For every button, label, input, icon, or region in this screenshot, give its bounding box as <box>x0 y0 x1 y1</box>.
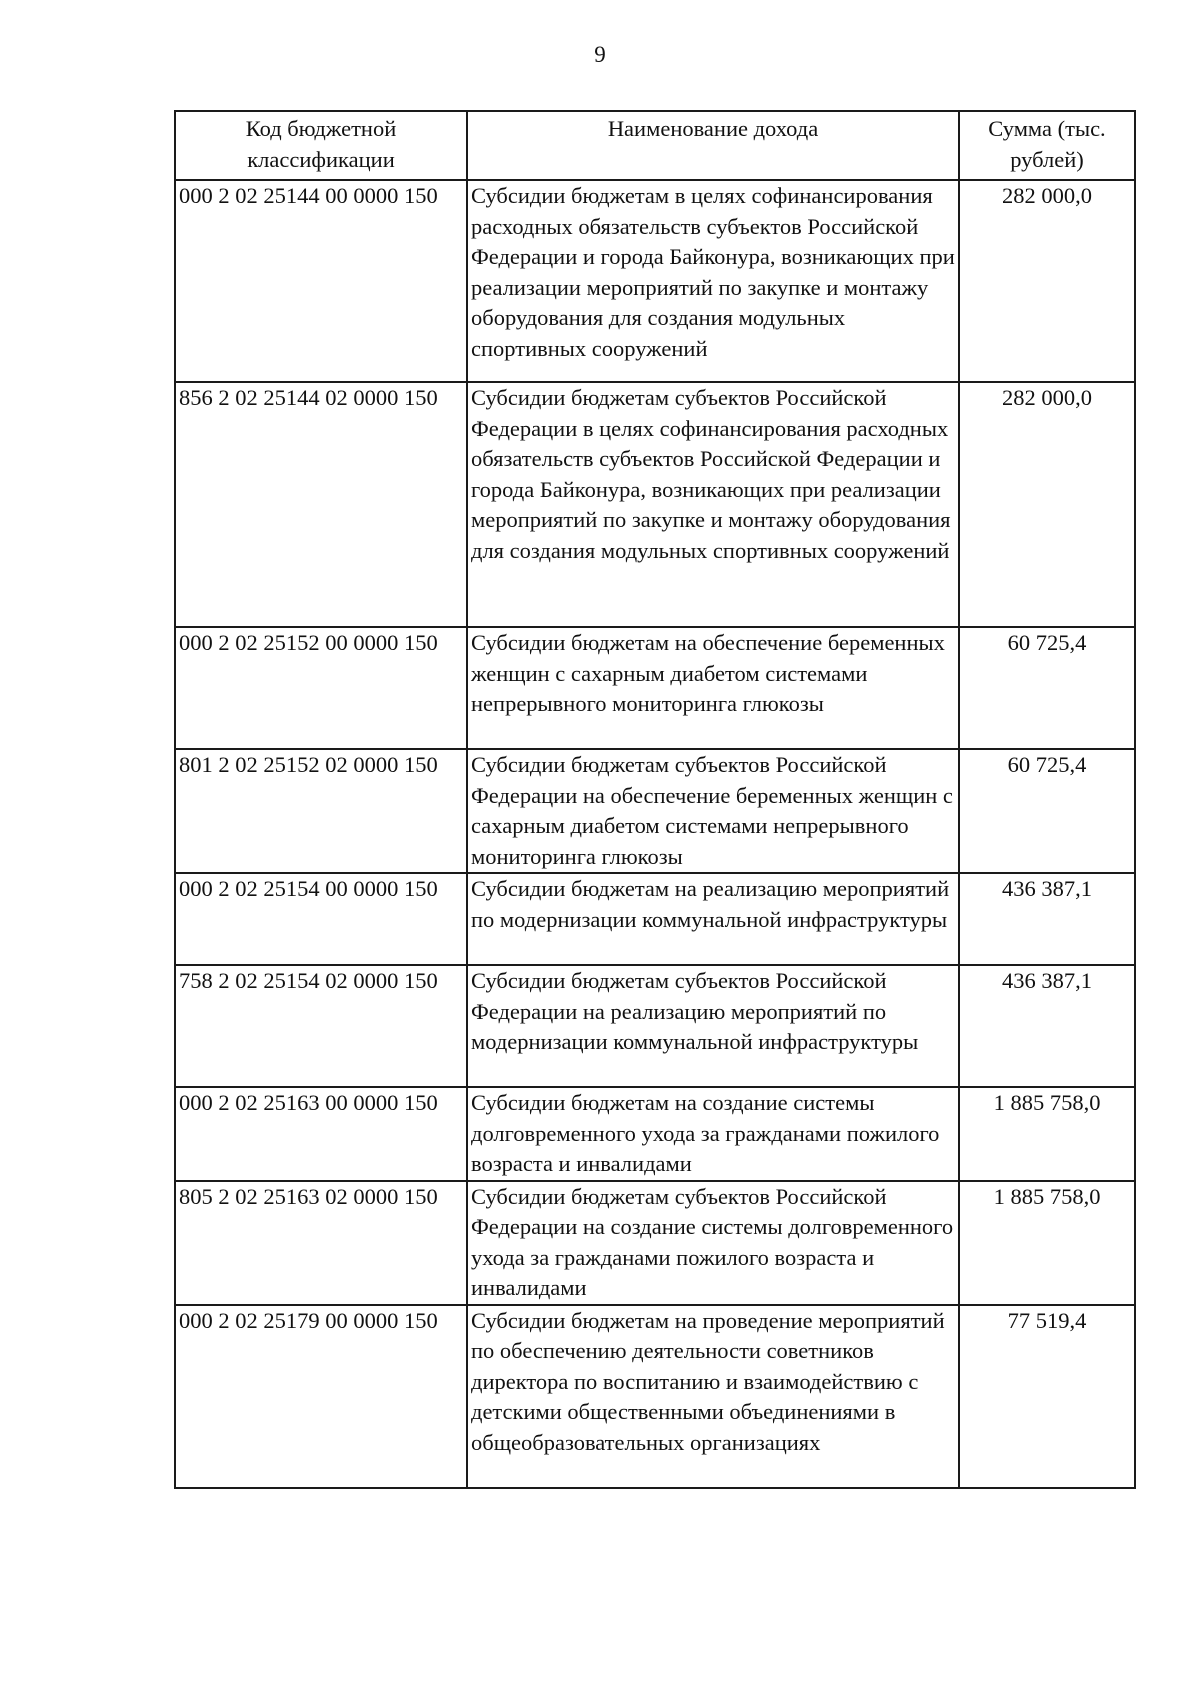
budget-code-cell: 000 2 02 25163 00 0000 150 <box>175 1087 467 1181</box>
income-name-cell: Субсидии бюджетам на реализацию мероприятий по модернизации коммунальной инфраструктуры <box>467 873 959 965</box>
income-name-cell: Субсидии бюджетам на проведение мероприятий по обеспечению деятельности советников директора по воспитанию и взаимодействию с детскими общественными объединениями в общеобразовательных организациях <box>467 1305 959 1488</box>
header-sum: Сумма (тыс. рублей) <box>959 111 1135 180</box>
amount-cell: 436 387,1 <box>959 873 1135 965</box>
income-name-cell: Субсидии бюджетам на обеспечение беременных женщин с сахарным диабетом системами непрерывного мониторинга глюкозы <box>467 627 959 749</box>
income-name-cell: Субсидии бюджетам субъектов Российской Федерации на обеспечение беременных женщин с сахарным диабетом системами непрерывного мониторинга глюкозы <box>467 749 959 873</box>
amount-cell: 436 387,1 <box>959 965 1135 1087</box>
table-row <box>175 965 1135 1087</box>
table-header-row <box>175 111 1135 180</box>
income-name-cell: Субсидии бюджетам в целях софинансирования расходных обязательств субъектов Российской Федерации и города Байконура, возникающих при реализации мероприятий по закупке и монтажу оборудования для создания модульных спортивных сооружений <box>467 180 959 382</box>
amount-cell: 1 885 758,0 <box>959 1087 1135 1181</box>
budget-code-cell: 000 2 02 25154 00 0000 150 <box>175 873 467 965</box>
table-row <box>175 382 1135 627</box>
income-table <box>174 110 1136 1489</box>
budget-code-cell: 000 2 02 25179 00 0000 150 <box>175 1305 467 1488</box>
header-name: Наименование дохода <box>467 111 959 180</box>
amount-cell: 282 000,0 <box>959 382 1135 627</box>
budget-code-cell: 856 2 02 25144 02 0000 150 <box>175 382 467 627</box>
budget-code-cell: 801 2 02 25152 02 0000 150 <box>175 749 467 873</box>
budget-code-cell: 758 2 02 25154 02 0000 150 <box>175 965 467 1087</box>
income-name-cell: Субсидии бюджетам на создание системы долговременного ухода за гражданами пожилого возраста и инвалидами <box>467 1087 959 1181</box>
budget-code-cell: 000 2 02 25152 00 0000 150 <box>175 627 467 749</box>
amount-cell: 60 725,4 <box>959 749 1135 873</box>
table-row <box>175 749 1135 873</box>
budget-code-cell: 805 2 02 25163 02 0000 150 <box>175 1181 467 1305</box>
income-name-cell: Субсидии бюджетам субъектов Российской Федерации на создание системы долговременного ухода за гражданами пожилого возраста и инвалидами <box>467 1181 959 1305</box>
income-name-cell: Субсидии бюджетам субъектов Российской Федерации на реализацию мероприятий по модернизации коммунальной инфраструктуры <box>467 965 959 1087</box>
table-row <box>175 1181 1135 1305</box>
amount-cell: 60 725,4 <box>959 627 1135 749</box>
budget-code-cell: 000 2 02 25144 00 0000 150 <box>175 180 467 382</box>
page-number: 9 <box>594 42 606 67</box>
table-row <box>175 627 1135 749</box>
table-row <box>175 1087 1135 1181</box>
amount-cell: 1 885 758,0 <box>959 1181 1135 1305</box>
amount-cell: 282 000,0 <box>959 180 1135 382</box>
table-row <box>175 873 1135 965</box>
header-code: Код бюджетной классификации <box>175 111 467 180</box>
table-row <box>175 1305 1135 1488</box>
income-name-cell: Субсидии бюджетам субъектов Российской Федерации в целях софинансирования расходных обязательств субъектов Российской Федерации и города Байконура, возникающих при реализации мероприятий по закупке и монтажу оборудования для создания модульных спортивных сооружений <box>467 382 959 627</box>
table-row <box>175 180 1135 382</box>
amount-cell: 77 519,4 <box>959 1305 1135 1488</box>
